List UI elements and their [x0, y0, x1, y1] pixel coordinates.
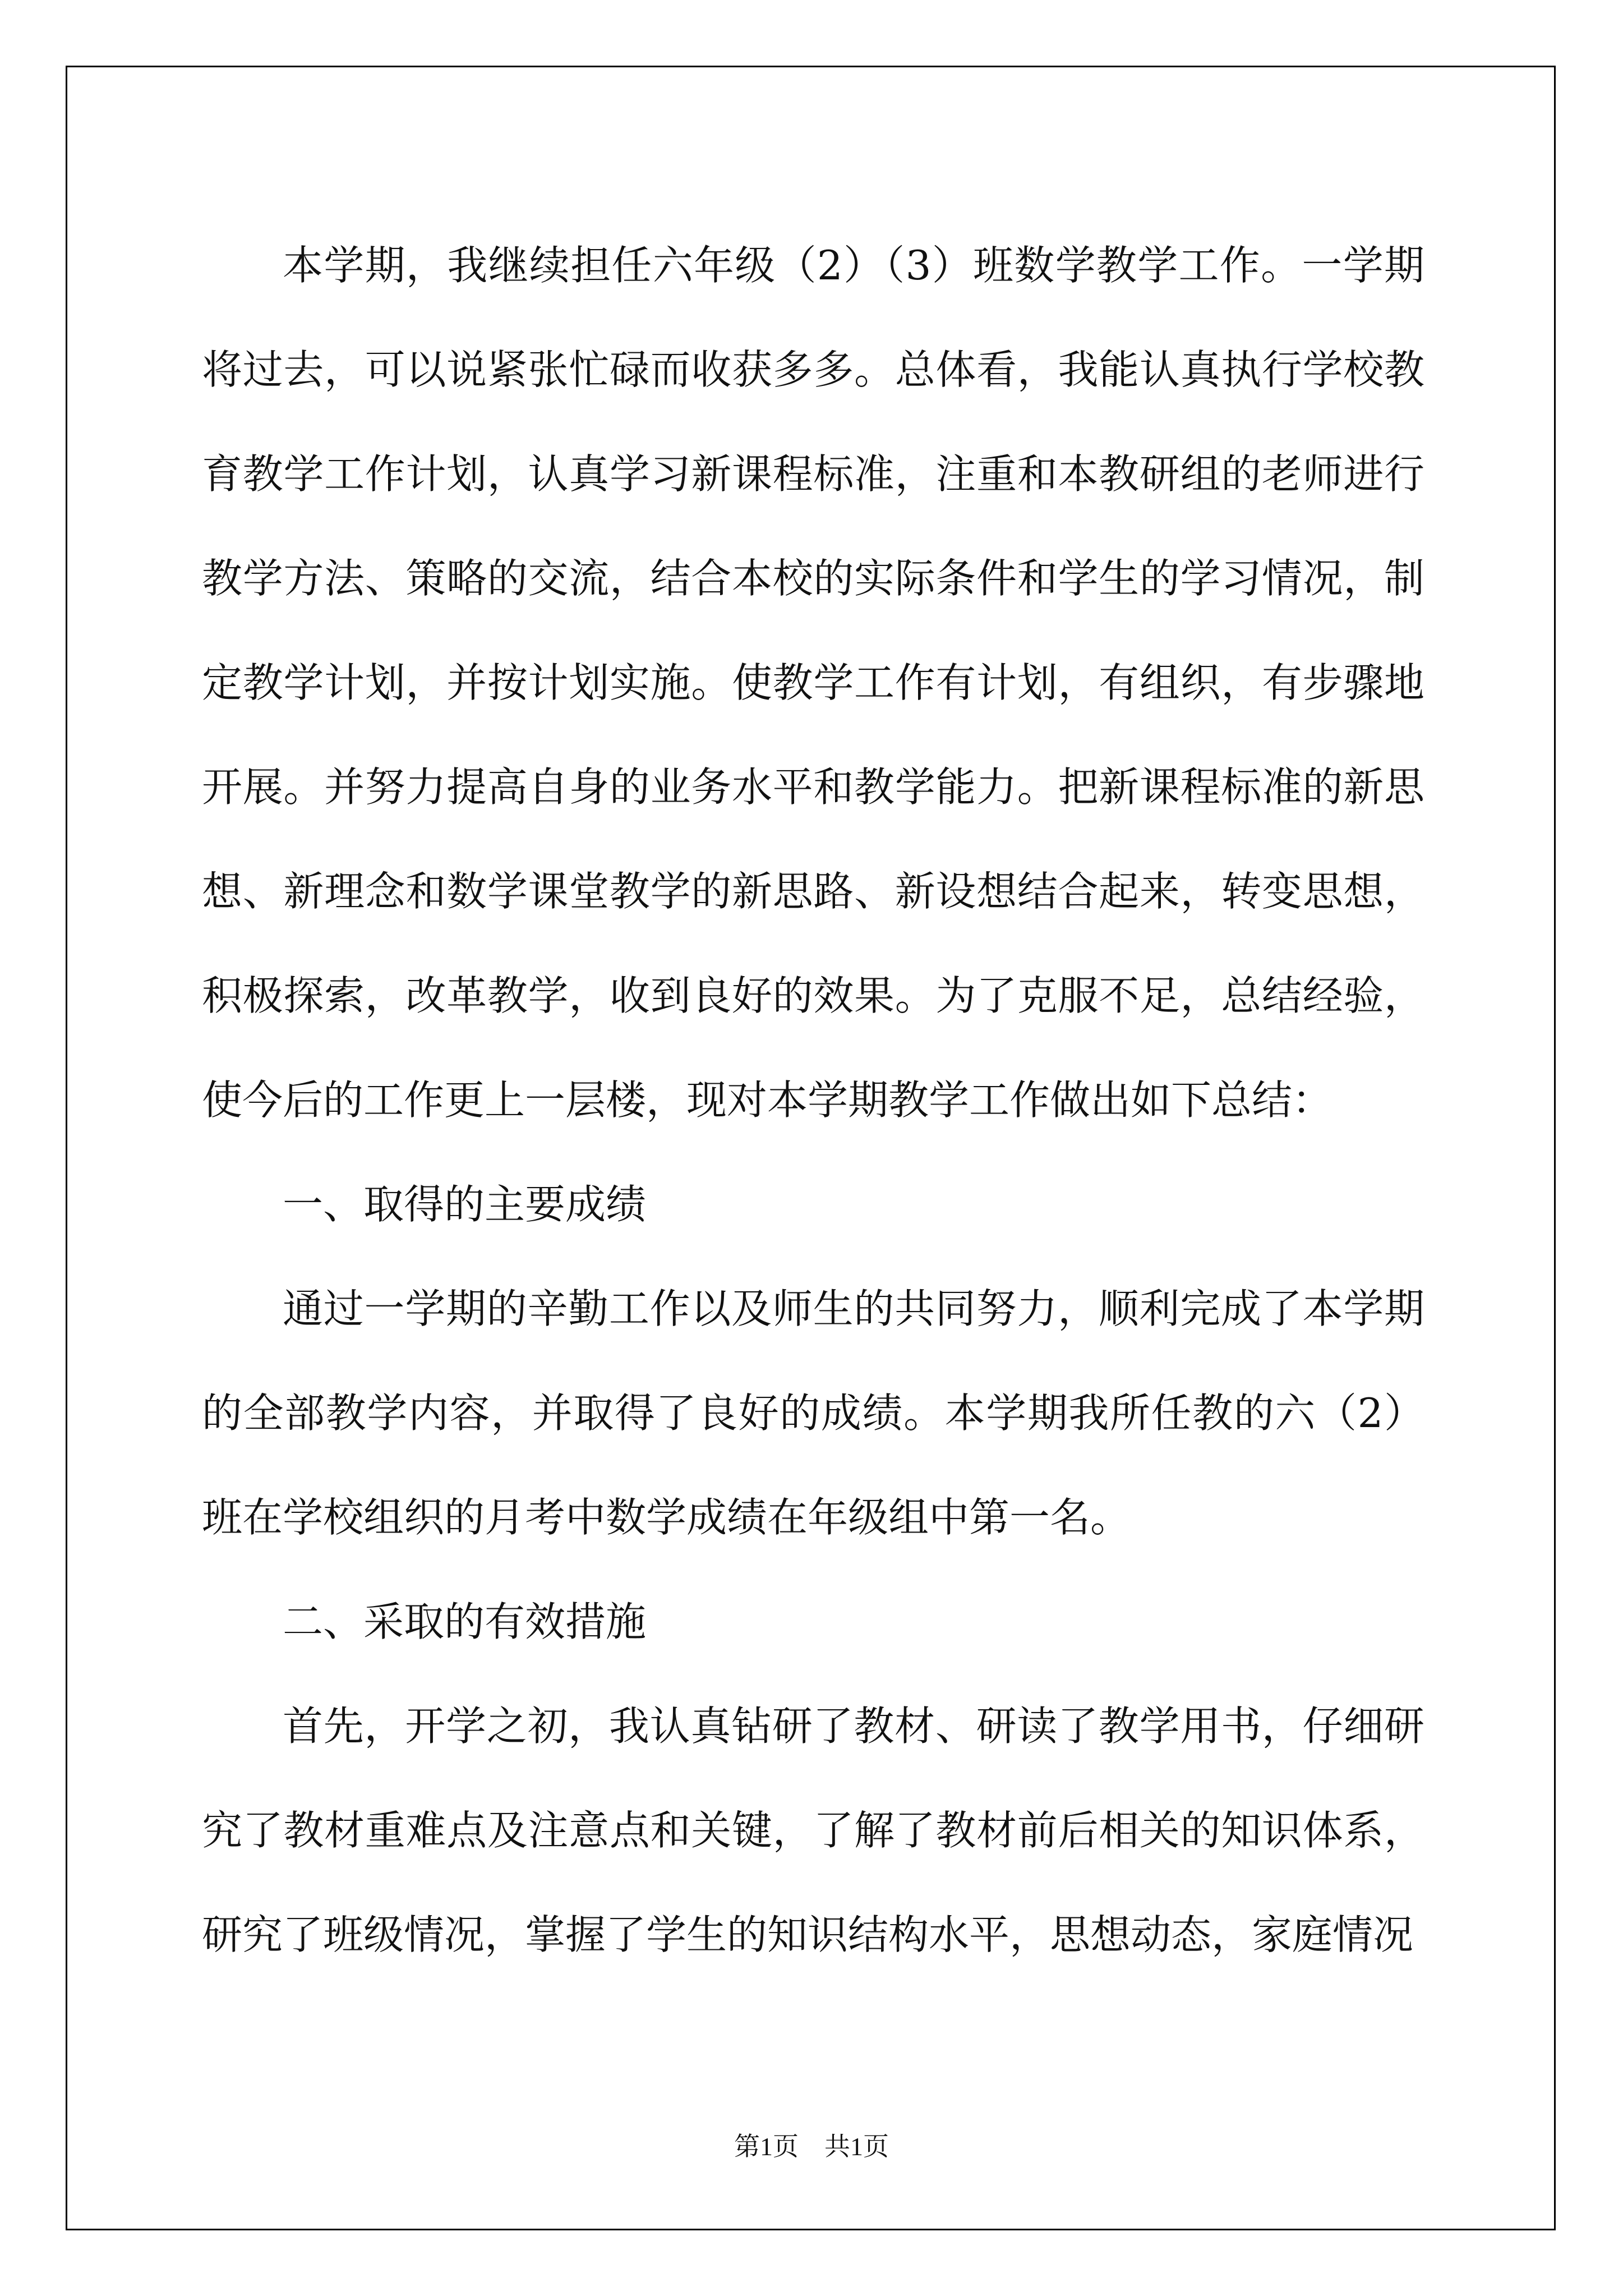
- paragraph-intro: 本学期，我继续担任六年级（2）（3）班数学教学工作。一学期将过去，可以说紧张忙碌而收获多多。总体看，我能认真执行学校教育教学工作计划，认真学习新课程标准，注重和本教研组的老师进行教学方法、策略的交流，结合本校的实际条件和学生的学习情况，制定教学计划，并按计划实施。使教学工作有计划，有组织，有步骤地开展。并努力提高自身的业务水平和教学能力。把新课程标准的新思想、新理念和数学课堂教学的新思路、新设想结合起来，转变思想，积极探索，改革教学，收到良好的效果。为了克服不足，总结经验，使今后的工作更上一层楼，现对本学期教学工作做出如下总结：: [202, 242, 1424, 1124]
- paragraph-achievements: 通过一学期的辛勤工作以及师生的共同努力，顺利完成了本学期的全部教学内容，并取得了良好的成绩。本学期我所任教的六（2）班在学校组织的月考中数学成绩在年级组中第一名。: [202, 1285, 1424, 1541]
- document-body: [202, 213, 1424, 1987]
- page-footer: 第1页 共1页: [734, 2132, 889, 2161]
- heading-achievements: 一、取得的主要成绩: [283, 1181, 647, 1228]
- heading-measures: 二、采取的有效措施: [283, 1598, 647, 1645]
- paragraph-measures: 首先，开学之初，我认真钻研了教材、研读了教学用书，仔细研究了教材重难点及注意点和关键，了解了教材前后相关的知识体系，研究了班级情况，掌握了学生的知识结构水平，思想动态，家庭情况: [202, 1703, 1424, 1958]
